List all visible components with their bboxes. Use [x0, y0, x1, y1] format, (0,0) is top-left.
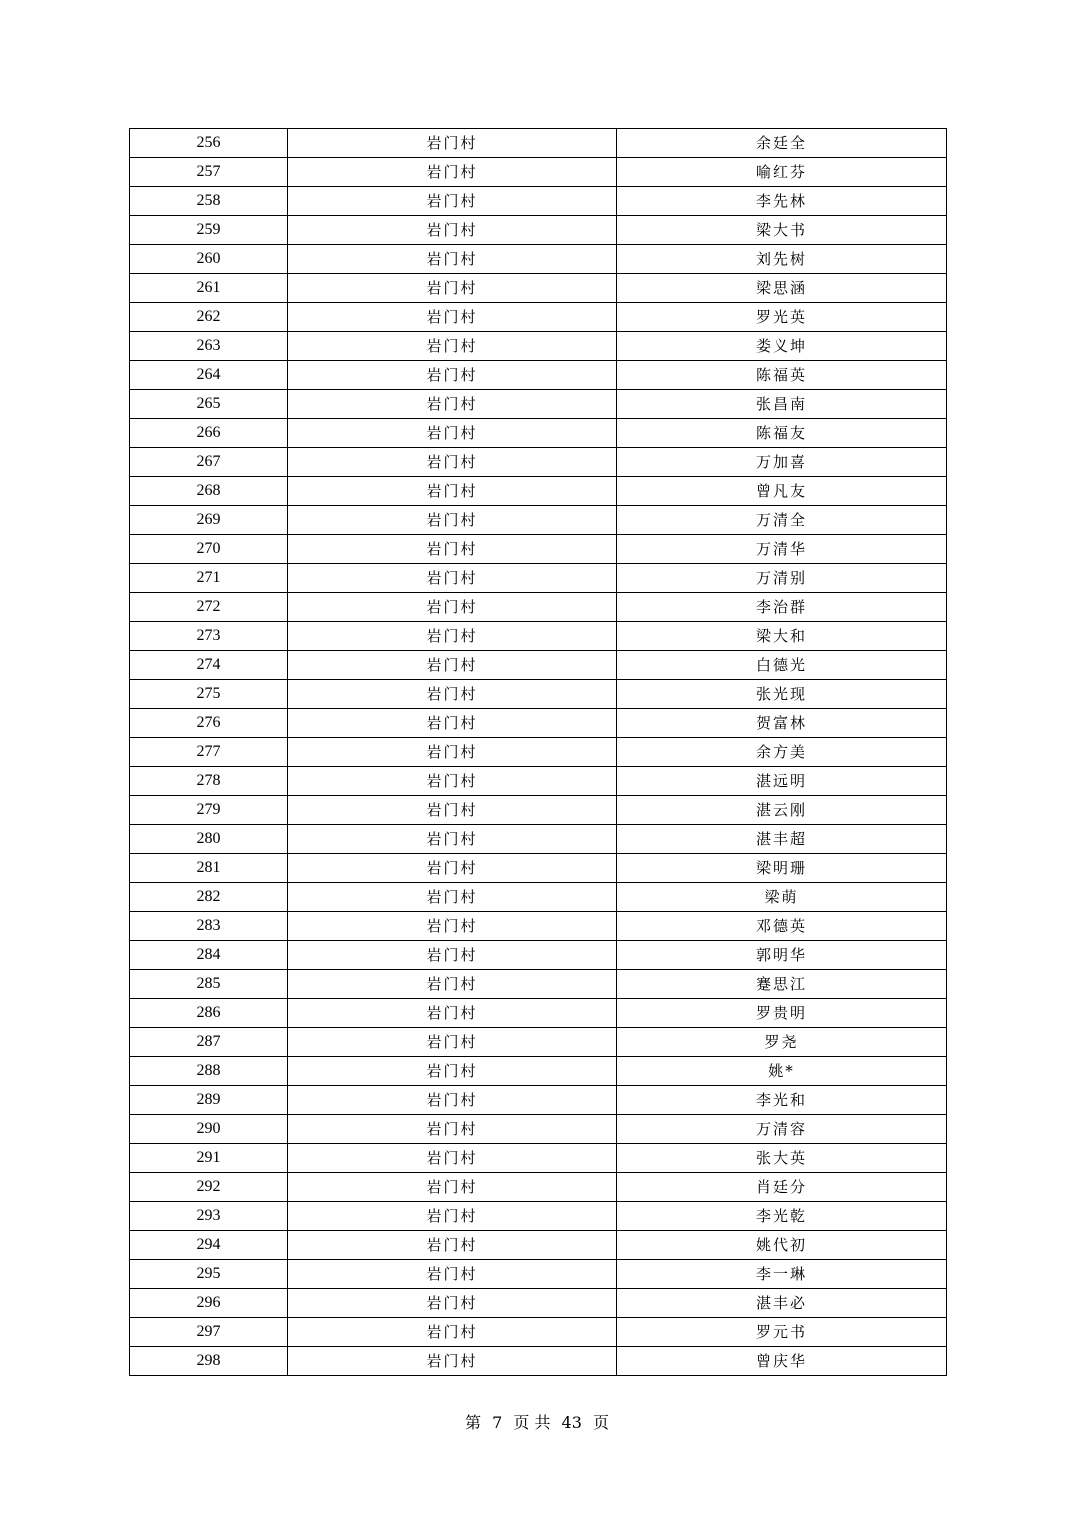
row-village: 岩门村: [288, 709, 617, 738]
row-village: 岩门村: [288, 129, 617, 158]
row-village: 岩门村: [288, 303, 617, 332]
table-row: [130, 883, 947, 912]
table-row: [130, 303, 947, 332]
row-village: 岩门村: [288, 1231, 617, 1260]
row-number: 269: [130, 506, 288, 535]
row-village: 岩门村: [288, 941, 617, 970]
row-name: 湛丰必: [617, 1289, 947, 1318]
row-name: 万加喜: [617, 448, 947, 477]
row-number: 290: [130, 1115, 288, 1144]
row-name: 湛丰超: [617, 825, 947, 854]
table-row: [130, 448, 947, 477]
table-row: [130, 506, 947, 535]
table-row: [130, 1231, 947, 1260]
row-name: 张光现: [617, 680, 947, 709]
row-name: 曾凡友: [617, 477, 947, 506]
table-row: [130, 941, 947, 970]
row-village: 岩门村: [288, 912, 617, 941]
row-village: 岩门村: [288, 332, 617, 361]
row-number: 275: [130, 680, 288, 709]
table-row: [130, 796, 947, 825]
row-name: 李治群: [617, 593, 947, 622]
row-village: 岩门村: [288, 970, 617, 999]
row-name: 姚代初: [617, 1231, 947, 1260]
table-row: [130, 1028, 947, 1057]
row-number: 260: [130, 245, 288, 274]
row-number: 288: [130, 1057, 288, 1086]
row-name: 张大英: [617, 1144, 947, 1173]
row-number: 297: [130, 1318, 288, 1347]
row-number: 298: [130, 1347, 288, 1376]
row-village: 岩门村: [288, 1115, 617, 1144]
row-number: 295: [130, 1260, 288, 1289]
row-name: 陈福英: [617, 361, 947, 390]
row-village: 岩门村: [288, 535, 617, 564]
row-number: 267: [130, 448, 288, 477]
row-village: 岩门村: [288, 767, 617, 796]
roster-table-container: [129, 128, 946, 1376]
row-number: 294: [130, 1231, 288, 1260]
row-name: 万清华: [617, 535, 947, 564]
row-name: 李光和: [617, 1086, 947, 1115]
table-row: [130, 274, 947, 303]
row-number: 262: [130, 303, 288, 332]
row-name: 曾庆华: [617, 1347, 947, 1376]
row-number: 270: [130, 535, 288, 564]
row-number: 286: [130, 999, 288, 1028]
table-row: [130, 1260, 947, 1289]
row-number: 263: [130, 332, 288, 361]
row-village: 岩门村: [288, 1260, 617, 1289]
table-row: [130, 419, 947, 448]
row-village: 岩门村: [288, 1318, 617, 1347]
row-village: 岩门村: [288, 419, 617, 448]
table-row: [130, 1144, 947, 1173]
row-name: 梁思涵: [617, 274, 947, 303]
row-name: 梁萌: [617, 883, 947, 912]
roster-table: [129, 128, 947, 1376]
row-number: 271: [130, 564, 288, 593]
page-suffix: 页: [593, 1413, 610, 1432]
table-row: [130, 1347, 947, 1376]
row-name: 罗元书: [617, 1318, 947, 1347]
row-name: 陈福友: [617, 419, 947, 448]
row-village: 岩门村: [288, 1173, 617, 1202]
row-number: 279: [130, 796, 288, 825]
roster-table-body: [130, 129, 947, 1376]
row-number: 257: [130, 158, 288, 187]
row-number: 283: [130, 912, 288, 941]
row-name: 娄义坤: [617, 332, 947, 361]
table-row: [130, 854, 947, 883]
row-village: 岩门村: [288, 477, 617, 506]
row-village: 岩门村: [288, 1086, 617, 1115]
row-name: 万清容: [617, 1115, 947, 1144]
page-mid: 页 共: [513, 1413, 551, 1432]
row-number: 289: [130, 1086, 288, 1115]
row-name: 万清全: [617, 506, 947, 535]
table-row: [130, 912, 947, 941]
row-name: 喻红芬: [617, 158, 947, 187]
row-village: 岩门村: [288, 1289, 617, 1318]
row-name: 贺富林: [617, 709, 947, 738]
row-name: 罗贵明: [617, 999, 947, 1028]
table-row: [130, 1115, 947, 1144]
table-row: [130, 593, 947, 622]
row-village: 岩门村: [288, 1144, 617, 1173]
row-number: 266: [130, 419, 288, 448]
table-row: [130, 622, 947, 651]
row-village: 岩门村: [288, 448, 617, 477]
table-row: [130, 477, 947, 506]
table-row: [130, 1202, 947, 1231]
row-number: 258: [130, 187, 288, 216]
row-number: 273: [130, 622, 288, 651]
table-row: [130, 1289, 947, 1318]
table-row: [130, 970, 947, 999]
row-name: 李先林: [617, 187, 947, 216]
row-name: 余廷全: [617, 129, 947, 158]
row-number: 259: [130, 216, 288, 245]
row-village: 岩门村: [288, 593, 617, 622]
row-number: 277: [130, 738, 288, 767]
row-village: 岩门村: [288, 361, 617, 390]
row-name: 万清别: [617, 564, 947, 593]
row-number: 256: [130, 129, 288, 158]
row-name: 姚*: [617, 1057, 947, 1086]
row-name: 白德光: [617, 651, 947, 680]
row-number: 278: [130, 767, 288, 796]
row-village: 岩门村: [288, 158, 617, 187]
row-number: 261: [130, 274, 288, 303]
row-number: 274: [130, 651, 288, 680]
table-row: [130, 564, 947, 593]
table-row: [130, 738, 947, 767]
row-village: 岩门村: [288, 1347, 617, 1376]
row-number: 264: [130, 361, 288, 390]
row-name: 郭明华: [617, 941, 947, 970]
row-name: 梁大书: [617, 216, 947, 245]
row-name: 湛远明: [617, 767, 947, 796]
row-number: 265: [130, 390, 288, 419]
page-prefix: 第: [464, 1413, 481, 1432]
table-row: [130, 390, 947, 419]
row-village: 岩门村: [288, 564, 617, 593]
table-row: [130, 158, 947, 187]
row-number: 285: [130, 970, 288, 999]
row-village: 岩门村: [288, 245, 617, 274]
table-row: [130, 361, 947, 390]
table-row: [130, 825, 947, 854]
row-village: 岩门村: [288, 680, 617, 709]
table-row: [130, 1086, 947, 1115]
row-village: 岩门村: [288, 825, 617, 854]
table-row: [130, 187, 947, 216]
table-row: [130, 1057, 947, 1086]
row-village: 岩门村: [288, 883, 617, 912]
page-current: 7: [492, 1413, 503, 1432]
row-number: 276: [130, 709, 288, 738]
row-village: 岩门村: [288, 622, 617, 651]
table-row: [130, 535, 947, 564]
row-number: 281: [130, 854, 288, 883]
row-name: 罗尧: [617, 1028, 947, 1057]
table-row: [130, 332, 947, 361]
row-name: 刘先树: [617, 245, 947, 274]
row-number: 284: [130, 941, 288, 970]
row-village: 岩门村: [288, 506, 617, 535]
table-row: [130, 767, 947, 796]
page-total: 43: [561, 1413, 582, 1432]
table-row: [130, 680, 947, 709]
row-name: 邓德英: [617, 912, 947, 941]
row-village: 岩门村: [288, 738, 617, 767]
row-village: 岩门村: [288, 216, 617, 245]
row-village: 岩门村: [288, 854, 617, 883]
row-name: 李一琳: [617, 1260, 947, 1289]
row-number: 292: [130, 1173, 288, 1202]
row-name: 蹇思江: [617, 970, 947, 999]
row-village: 岩门村: [288, 1028, 617, 1057]
table-row: [130, 651, 947, 680]
row-name: 余方美: [617, 738, 947, 767]
row-name: 李光乾: [617, 1202, 947, 1231]
table-row: [130, 216, 947, 245]
row-name: 肖廷分: [617, 1173, 947, 1202]
row-name: 罗光英: [617, 303, 947, 332]
row-number: 268: [130, 477, 288, 506]
row-village: 岩门村: [288, 796, 617, 825]
row-village: 岩门村: [288, 999, 617, 1028]
row-village: 岩门村: [288, 187, 617, 216]
row-number: 291: [130, 1144, 288, 1173]
table-row: [130, 245, 947, 274]
table-row: [130, 1173, 947, 1202]
row-number: 280: [130, 825, 288, 854]
row-name: 梁明珊: [617, 854, 947, 883]
row-village: 岩门村: [288, 1202, 617, 1231]
row-name: 湛云刚: [617, 796, 947, 825]
row-number: 293: [130, 1202, 288, 1231]
row-number: 296: [130, 1289, 288, 1318]
row-village: 岩门村: [288, 274, 617, 303]
row-name: 梁大和: [617, 622, 947, 651]
row-name: 张昌南: [617, 390, 947, 419]
row-village: 岩门村: [288, 651, 617, 680]
table-row: [130, 1318, 947, 1347]
table-row: [130, 999, 947, 1028]
page-footer: [0, 1410, 1074, 1433]
table-row: [130, 709, 947, 738]
row-village: 岩门村: [288, 390, 617, 419]
row-number: 272: [130, 593, 288, 622]
table-row: [130, 129, 947, 158]
row-number: 282: [130, 883, 288, 912]
row-number: 287: [130, 1028, 288, 1057]
row-village: 岩门村: [288, 1057, 617, 1086]
